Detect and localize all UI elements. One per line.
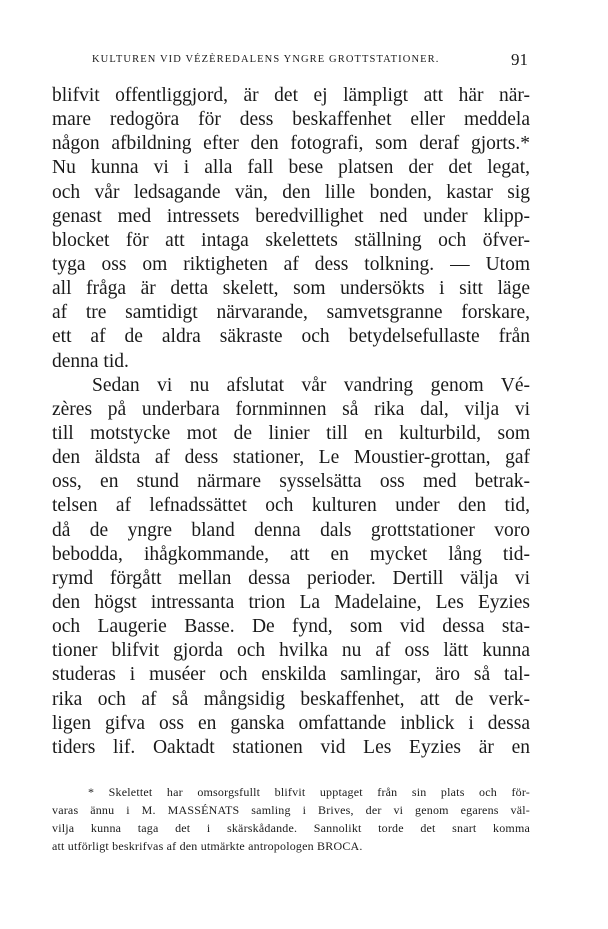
- text-line: telsen af lefnadssättet och kulturen under den tid,: [52, 495, 530, 517]
- text-line: blifvit offentliggjord, är det ej lämpligt att här när-: [52, 85, 530, 106]
- text-line: studeras i muséer och enskilda samlingar, äro så tal-: [52, 664, 530, 686]
- text-line: och Laugerie Basse. De fynd, som vid dessa sta-: [52, 616, 530, 638]
- text-line: då de yngre bland denna dals grottstationer voro: [52, 519, 530, 541]
- footnote-line: varas ännu i M. MASSÉNATS samling i Brives, der vi genom egarens väl-: [52, 803, 530, 817]
- page-header: [92, 50, 528, 74]
- text-line: zères på underbara fornminnen så rika dal, vilja vi: [52, 398, 530, 420]
- text-line: och vår ledsagande vän, den lille bonden, kastar sig: [52, 181, 530, 203]
- text-line: mare redogöra för dess beskaffenhet eller meddela: [52, 109, 530, 131]
- text-line: tyga oss om riktigheten af dess tolkning. — Utom: [52, 253, 530, 275]
- footnote-line: * Skelettet har omsorgsfullt blifvit upptaget från sin plats och för-: [88, 785, 530, 799]
- text-line: tiders lif. Oaktadt stationen vid Les Eyzies är en: [52, 736, 530, 758]
- page-number: 91: [511, 50, 528, 69]
- text-line: den äldsta af dess stationer, Le Moustier-grottan, gaf: [52, 447, 530, 469]
- text-line: till motstycke mot de linier till en kulturbild, som: [52, 422, 530, 444]
- text-line: denna tid.: [52, 350, 129, 372]
- footnote-line: vilja kunna taga det i skärskådande. Sannolikt torde det snart komma: [52, 821, 530, 835]
- text-line: Nu kunna vi i alla fall bese platsen der det legat,: [52, 157, 530, 179]
- text-line: af tre samtidigt närvarande, samvetsgranne forskare,: [52, 302, 530, 324]
- running-head: KULTUREN VID VÉZÈREDALENS YNGRE GROTTSTATIONER.: [92, 54, 440, 65]
- footnote-line: att utförligt beskrifvas af den utmärkte antropologen BROCA.: [52, 839, 363, 853]
- text-line: ligen gifva oss en ganska omfattande inblick i dessa: [52, 712, 530, 734]
- footnotes: [52, 783, 530, 855]
- text-line: oss, en stund närmare sysselsätta oss med betrak-: [52, 471, 530, 493]
- text-line: ett af de aldra säkraste och betydelsefullaste från: [52, 326, 530, 348]
- text-line: tioner blifvit gjorda och hvilka nu af oss lätt kunna: [52, 640, 530, 662]
- text-line: någon afbildning efter den fotografi, som deraf gjorts.*: [52, 133, 530, 155]
- text-line: den högst intressanta trion La Madelaine, Les Eyzies: [52, 591, 530, 613]
- text-line: Sedan vi nu afslutat vår vandring genom Vé-: [92, 374, 530, 396]
- text-line: rika och af så mångsidig beskaffenhet, att de verk-: [52, 688, 530, 710]
- text-line: rymd förgått mellan dessa perioder. Dertill välja vi: [52, 567, 530, 589]
- text-line: blocket för att intaga skelettets ställning och öfver-: [52, 229, 530, 251]
- body-text: [52, 84, 530, 760]
- text-line: all fråga är detta skelett, som undersökts i sitt läge: [52, 278, 530, 300]
- text-line: bebodda, ihågkommande, att en mycket lång tid-: [52, 543, 530, 565]
- text-line: genast med intressets beredvillighet ned under klipp-: [52, 205, 530, 227]
